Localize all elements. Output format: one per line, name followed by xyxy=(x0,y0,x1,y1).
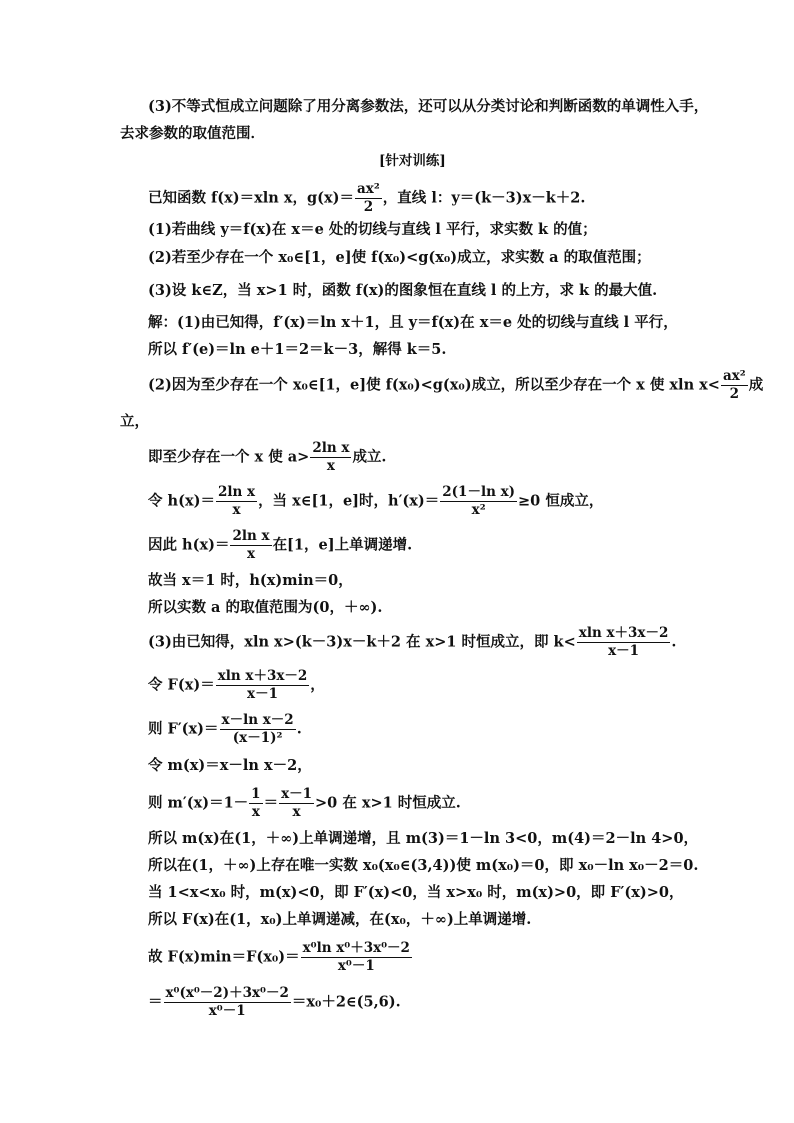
solution-line-4 xyxy=(148,440,387,475)
fraction-numerator: ax² xyxy=(357,181,380,197)
s10-post: ， xyxy=(310,676,325,694)
fraction-denominator: x xyxy=(292,804,301,820)
solution-line-15: 所以在(1，＋∞)上存在唯一实数 x₀(x₀∈(3,4))使 m(x₀)＝0，即 x₀－ln x₀－2＝0. xyxy=(148,857,699,874)
s9-pre: (3)由已知得，xln x>(k－3)x－k＋2 在 x>1 时恒成立，即 k< xyxy=(148,633,576,651)
s10-fraction xyxy=(216,668,310,703)
problem-given xyxy=(148,181,585,216)
solution-line-9 xyxy=(148,625,676,660)
solution-line-8: 所以实数 a 的取值范围为(0，＋∞). xyxy=(148,599,383,616)
solution-line-11 xyxy=(148,712,302,747)
fraction-numerator: x－1 xyxy=(281,786,313,802)
solution-line-10 xyxy=(148,668,325,703)
s13-fraction-1 xyxy=(249,786,262,821)
fraction-denominator: x xyxy=(326,458,335,474)
fraction-denominator: x⁰－1 xyxy=(208,1003,246,1019)
s5-fraction-2 xyxy=(440,484,517,519)
s6-post: 在[1，e]上单调递增. xyxy=(272,536,413,554)
s5-post: ≥0 恒成立， xyxy=(518,492,604,510)
s5-fraction-1 xyxy=(216,484,257,519)
fraction-denominator: x－1 xyxy=(247,686,278,702)
solution-line-6 xyxy=(148,528,412,563)
solution-line-17: 所以 F(x)在(1，x₀)上单调递减，在(x₀，＋∞)上单调递增. xyxy=(148,911,532,928)
fraction-denominator: x⁰－1 xyxy=(337,958,375,974)
solution-line-5 xyxy=(148,484,603,519)
s5-mid: ，当 x∈[1，e]时，h′(x)＝ xyxy=(258,492,440,510)
fraction-denominator: x xyxy=(251,804,260,820)
s6-pre: 因此 h(x)＝ xyxy=(148,536,230,554)
s4-pre: 即至少存在一个 x 使 a> xyxy=(148,448,310,466)
fraction-numerator: 2ln x xyxy=(217,484,256,500)
fraction-numerator: 2ln x xyxy=(312,440,350,456)
question-2: (2)若至少存在一个 x₀∈[1，e]使 f(x₀)<g(x₀)成立，求实数 a 的取值范围； xyxy=(148,249,651,266)
s11-pre: 则 F′(x)＝ xyxy=(148,720,219,738)
solution-line-14: 所以 m(x)在(1，＋∞)上单调递增，且 m(3)＝1－ln 3<0，m(4)＝2－ln 4>0， xyxy=(148,830,699,847)
fraction-numerator: ax² xyxy=(722,368,746,384)
s11-post: . xyxy=(296,720,302,738)
s4-fraction xyxy=(310,440,351,475)
fraction-numerator: 2ln x xyxy=(232,528,270,544)
s3-pre: (2)因为至少存在一个 x₀∈[1，e]使 f(x₀)<g(x₀)成立，所以至少存在一个 x 使 xln x< xyxy=(148,376,720,394)
s5-pre: 令 h(x)＝ xyxy=(148,492,215,510)
s3-post: 成 xyxy=(748,376,764,394)
solution-line-13 xyxy=(148,786,461,821)
given-fraction xyxy=(355,181,382,216)
solution-line-12: 令 m(x)＝x－ln x－2， xyxy=(148,757,312,774)
fraction-denominator: x xyxy=(246,546,256,562)
s10-pre: 令 F(x)＝ xyxy=(148,676,215,694)
fraction-denominator: x－1 xyxy=(608,643,640,659)
fraction-numerator: x⁰ln x⁰＋3x⁰－2 xyxy=(302,940,410,956)
fraction-numerator: x－ln x－2 xyxy=(221,712,294,728)
s19-fraction xyxy=(164,985,291,1020)
s9-post: . xyxy=(671,633,677,651)
s4-post: 成立. xyxy=(352,448,387,466)
s9-fraction xyxy=(577,625,671,660)
solution-line-18 xyxy=(148,940,413,975)
fraction-numerator: xln x＋3x－2 xyxy=(578,625,669,641)
s13-fraction-2 xyxy=(279,786,314,821)
s18-fraction xyxy=(301,940,412,975)
fraction-numerator: x⁰(x⁰－2)＋3x⁰－2 xyxy=(165,985,289,1001)
question-3: (3)设 k∈Z，当 x>1 时，函数 f(x)的图象恒在直线 l 的上方，求 k 的最大值. xyxy=(148,282,658,299)
s19-post: ＝x₀＋2∈(5,6). xyxy=(291,993,401,1011)
question-1: (1)若曲线 y＝f(x)在 x＝e 处的切线与直线 l 平行，求实数 k 的值； xyxy=(148,221,597,238)
fraction-numerator: 1 xyxy=(251,786,261,802)
tip-line-2: 去求参数的取值范围． xyxy=(120,125,265,142)
fraction-denominator: 2 xyxy=(729,386,740,402)
solution-line-2: 所以 f′(e)＝ln e＋1＝2＝k－3，解得 k＝5. xyxy=(148,341,447,358)
s13-pre: 则 m′(x)＝1－ xyxy=(148,794,249,812)
fraction-denominator: 2 xyxy=(363,199,374,215)
s6-fraction xyxy=(230,528,271,563)
given-text-pre: 已知函数 f(x)＝xln x，g(x)＝ xyxy=(148,189,355,207)
s13-mid: ＝ xyxy=(263,794,279,812)
s19-pre: ＝ xyxy=(148,993,163,1011)
s3-fraction xyxy=(721,368,748,403)
solution-line-7: 故当 x＝1 时，h(x)min＝0， xyxy=(148,572,353,589)
fraction-denominator: (x－1)² xyxy=(232,730,283,746)
fraction-numerator: 2(1－ln x) xyxy=(442,484,516,500)
fraction-denominator: x² xyxy=(471,502,486,518)
fraction-numerator: xln x＋3x－2 xyxy=(217,668,308,684)
tip-line-1: (3)不等式恒成立问题除了用分离参数法，还可以从分类讨论和判断函数的单调性入手， xyxy=(148,98,709,115)
s11-fraction xyxy=(220,712,296,747)
fraction-denominator: x xyxy=(232,502,241,518)
solution-line-19 xyxy=(148,985,401,1020)
s18-pre: 故 F(x)min＝F(x₀)＝ xyxy=(148,948,300,966)
s13-post: >0 在 x>1 时恒成立. xyxy=(315,794,461,812)
solution-line-3b: 立， xyxy=(120,413,149,430)
section-title: [针对训练] xyxy=(379,153,446,169)
solution-line-16: 当 1<x<x₀ 时，m(x)<0，即 F′(x)<0，当 x>x₀ 时，m(x)>0，即 F′(x)>0， xyxy=(148,884,684,901)
solution-line-1: 解：(1)由已知得，f′(x)＝ln x＋1，且 y＝f(x)在 x＝e 处的切线与直线 l 平行， xyxy=(148,314,678,331)
solution-line-3 xyxy=(148,368,763,403)
given-text-post: ，直线 l：y＝(k－3)x－k＋2. xyxy=(382,189,586,207)
